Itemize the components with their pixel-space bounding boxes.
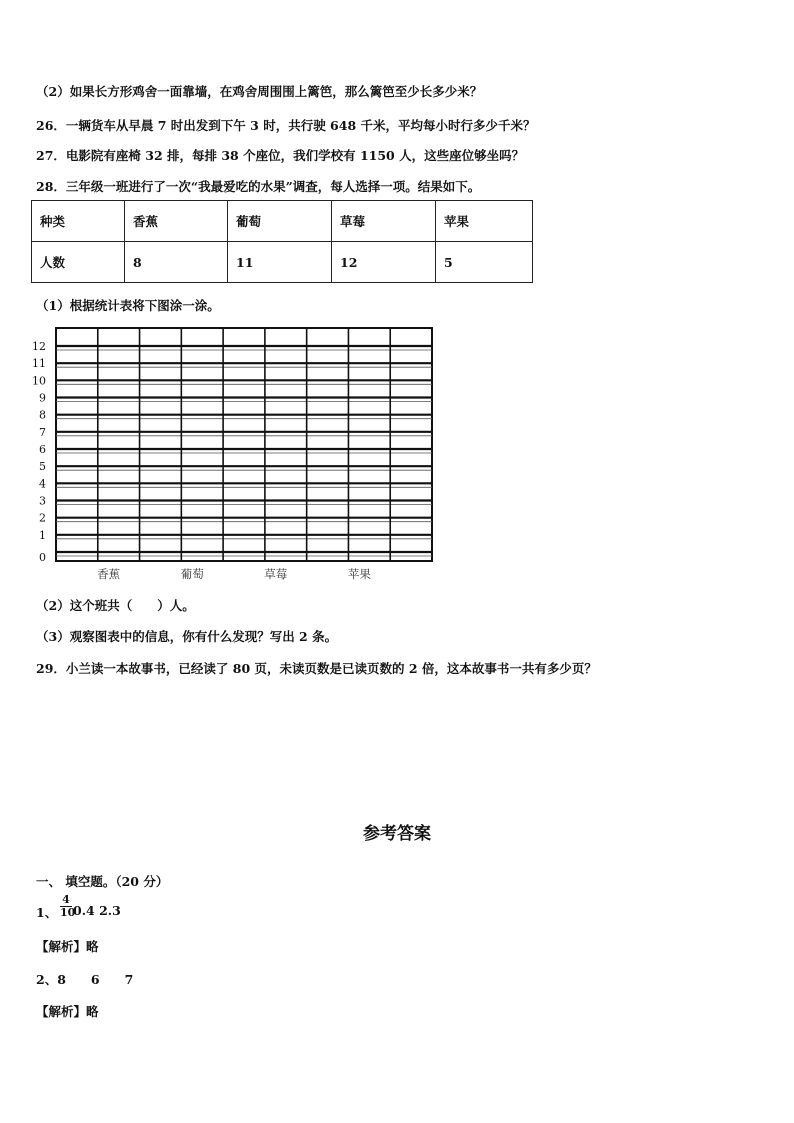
y-tick-label: 3 xyxy=(39,494,46,508)
question-27: 27．电影院有座椅 32 排，每排 38 个座位，我们学校有 1150 人，这些座位够坐吗？ xyxy=(36,148,525,163)
y-tick-label: 10 xyxy=(32,374,46,388)
blank-bar-chart-grid xyxy=(30,322,440,584)
table-cell: 11 xyxy=(228,242,332,283)
y-tick-label: 8 xyxy=(39,408,46,422)
y-tick-label: 0 xyxy=(39,551,46,564)
question-28-part-1: （1）根据统计表将下图涂一涂。 xyxy=(36,298,220,313)
answer-1-values: 0.4 2.3 xyxy=(73,903,121,918)
table-header-cell: 苹果 xyxy=(436,201,533,242)
answer-1-fraction xyxy=(60,893,76,919)
x-category-label: 草莓 xyxy=(264,567,288,581)
fruit-survey-table xyxy=(31,200,533,283)
table-header-cell: 种类 xyxy=(32,201,125,242)
table-cell: 5 xyxy=(436,242,533,283)
table-header-cell: 葡萄 xyxy=(228,201,332,242)
table-row xyxy=(32,242,533,283)
question-28-part-3: （3）观察图表中的信息，你有什么发现？写出 2 条。 xyxy=(36,629,338,644)
y-tick-label: 7 xyxy=(39,425,46,439)
answer-2-explanation: 【解析】略 xyxy=(36,1004,99,1019)
question-28: 28．三年级一班进行了一次“我最爱吃的水果”调查，每人选择一项。结果如下。 xyxy=(36,179,481,194)
x-category-label: 苹果 xyxy=(347,567,371,581)
x-category-label: 香蕉 xyxy=(97,567,121,581)
table-header-cell: 香蕉 xyxy=(125,201,228,242)
y-tick-label: 11 xyxy=(32,357,46,371)
answers-title: 参考答案 xyxy=(363,824,431,844)
answers-section-heading: 一、 填空题。（20 分） xyxy=(36,874,169,889)
y-tick-label: 12 xyxy=(32,340,46,353)
question-28-part-2: （2）这个班共（ ）人。 xyxy=(36,598,195,613)
question-29: 29．小兰读一本故事书，已经读了 80 页，未读页数是已读页数的 2 倍，这本故事书一共有多少页？ xyxy=(36,661,597,676)
table-cell: 人数 xyxy=(32,242,125,283)
x-category-label: 葡萄 xyxy=(180,567,204,581)
fraction-numerator: 4 xyxy=(60,894,72,907)
y-tick-label: 2 xyxy=(39,511,46,525)
y-tick-label: 1 xyxy=(39,528,46,542)
answer-1-explanation: 【解析】略 xyxy=(36,939,99,954)
y-tick-label: 5 xyxy=(39,460,46,474)
table-cell: 12 xyxy=(332,242,436,283)
question-26: 26．一辆货车从早晨 7 时出发到下午 3 时，共行驶 648 千米，平均每小时行多少千米？ xyxy=(36,118,536,133)
y-tick-label: 6 xyxy=(39,443,46,456)
y-tick-label: 9 xyxy=(39,391,46,405)
question-25-part-2: （2）如果长方形鸡舍一面靠墙，在鸡舍周围围上篱笆，那么篱笆至少长多少米？ xyxy=(36,84,483,99)
table-row xyxy=(32,201,533,242)
y-tick-label: 4 xyxy=(39,477,46,491)
fraction-denominator: 10 xyxy=(60,906,76,919)
table-cell: 8 xyxy=(125,242,228,283)
answer-2: 2、8 6 7 xyxy=(36,972,134,987)
table-header-cell: 草莓 xyxy=(332,201,436,242)
answer-1-prefix: 1、 xyxy=(36,905,58,920)
